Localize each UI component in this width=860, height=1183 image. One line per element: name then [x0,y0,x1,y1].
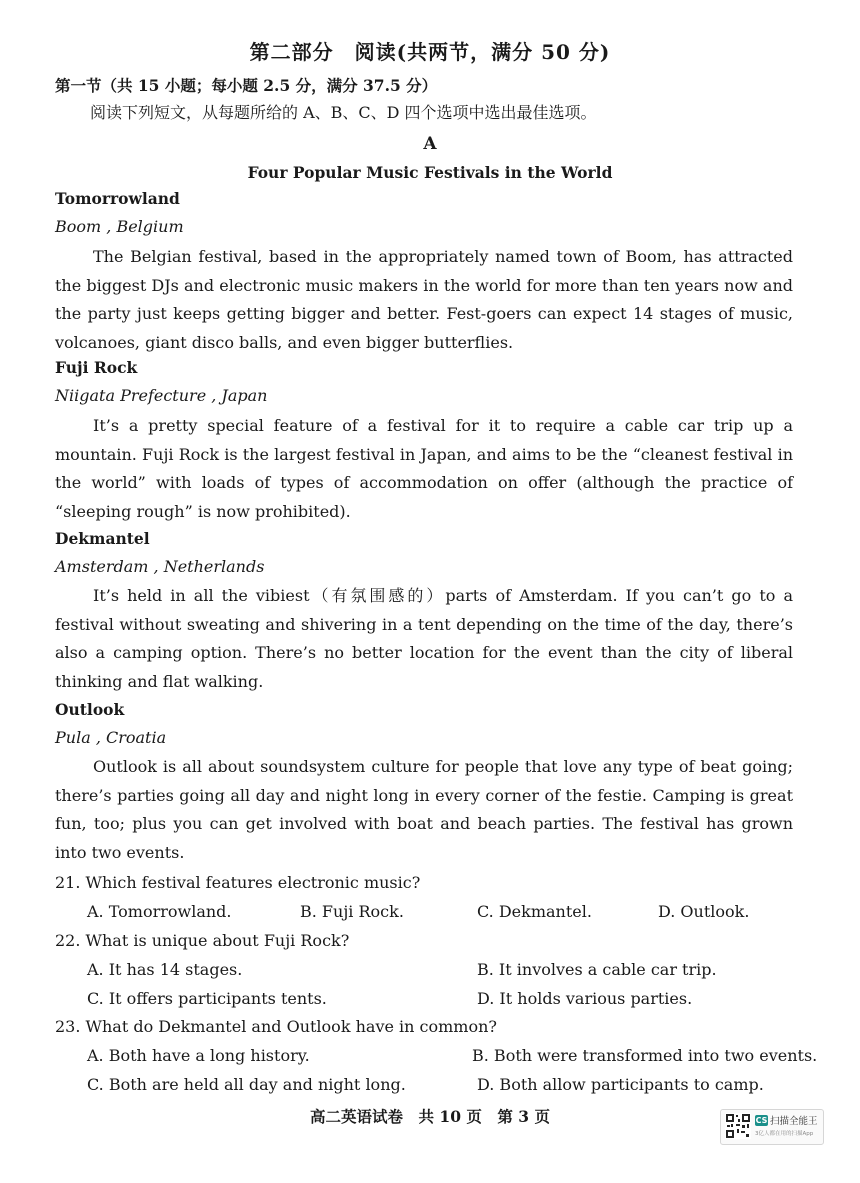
answer-option: A. Both have a long history. [87,1046,310,1065]
festival-description: Outlook is all about soundsystem culture for people that love any type of beat going; there’s parties going all day and night long in every corner of the festie. Camping is great fun, too; plus you can get involved with boat and beach parties. The festival has grown into two events. [55,757,793,862]
qr-code-icon [725,1113,751,1139]
answer-option: C. Both are held all day and night long. [87,1075,406,1094]
answer-option: D. Both allow participants to camp. [477,1075,764,1094]
festival-name: Fuji Rock [55,358,138,377]
answer-option: C. It offers participants tents. [87,989,327,1008]
section-title: 第一节（共 15 小题；每小题 2.5 分，满分 37.5 分） [55,76,438,95]
answer-option: D. Outlook. [658,902,750,921]
festival-location: Amsterdam , Netherlands [55,557,265,576]
festival-name: Outlook [55,700,125,719]
page-footer: 高二英语试卷 共 10 页 第 3 页 [310,1107,550,1126]
answer-option: B. It involves a cable car trip. [477,960,717,979]
festival-location: Pula , Croatia [55,728,167,747]
passage-title: Four Popular Music Festivals in the World [247,163,613,182]
answer-option: A. Tomorrowland. [87,902,232,921]
answer-option: B. Fuji Rock. [300,902,404,921]
festival-location: Boom , Belgium [55,217,184,236]
answer-option: A. It has 14 stages. [87,960,243,979]
festival-description: The Belgian festival, based in the appropriately named town of Boom, has attracted the biggest DJs and electronic music makers in the world for more than ten years now and the party just keeps getting bigger and better. Fest-goers can expect 14 stages of music, volcanoes, giant disco balls, and even bigger butterflies. [55,247,793,352]
instruction-text: 阅读下列短文，从每题所给的 A、B、C、D 四个选项中选出最佳选项。 [90,103,597,122]
question-stem: 21. Which festival features electronic music? [55,873,421,892]
answer-option: D. It holds various parties. [477,989,693,1008]
festival-name: Dekmantel [55,529,150,548]
camscanner-tagline: 3亿人都在用的扫描App [755,1131,814,1137]
passage-letter: A [423,134,437,154]
question-stem: 23. What do Dekmantel and Outlook have in common? [55,1017,497,1036]
answer-option: C. Dekmantel. [477,902,592,921]
festival-name: Tomorrowland [55,189,180,208]
question-stem: 22. What is unique about Fuji Rock? [55,931,350,950]
part-title: 第二部分 阅读(共两节，满分 50 分) [249,40,611,64]
festival-description: It’s held in all the vibiest（有氛围感的）parts of Amsterdam. If you can’t go to a festival without sweating and shivering in a tent depending on the time of the day, there’s also a camping option. There’s no better location for the event than the city of liberal thinking and flat walking. [55,586,793,691]
festival-location: Niigata Prefecture , Japan [55,386,268,405]
answer-option: B. Both were transformed into two events. [472,1046,818,1065]
camscanner-watermark [720,1109,824,1145]
festival-description: It’s a pretty special feature of a festival for it to require a cable car trip up a mountain. Fuji Rock is the largest festival in Japan, and aims to be the “cleanest festival in the world” with loads of types of accommodation on offer (although the practice of “sleeping rough” is now prohibited). [55,416,793,521]
camscanner-logo: CS [755,1116,768,1125]
camscanner-name: 扫描全能王 [770,1116,818,1127]
